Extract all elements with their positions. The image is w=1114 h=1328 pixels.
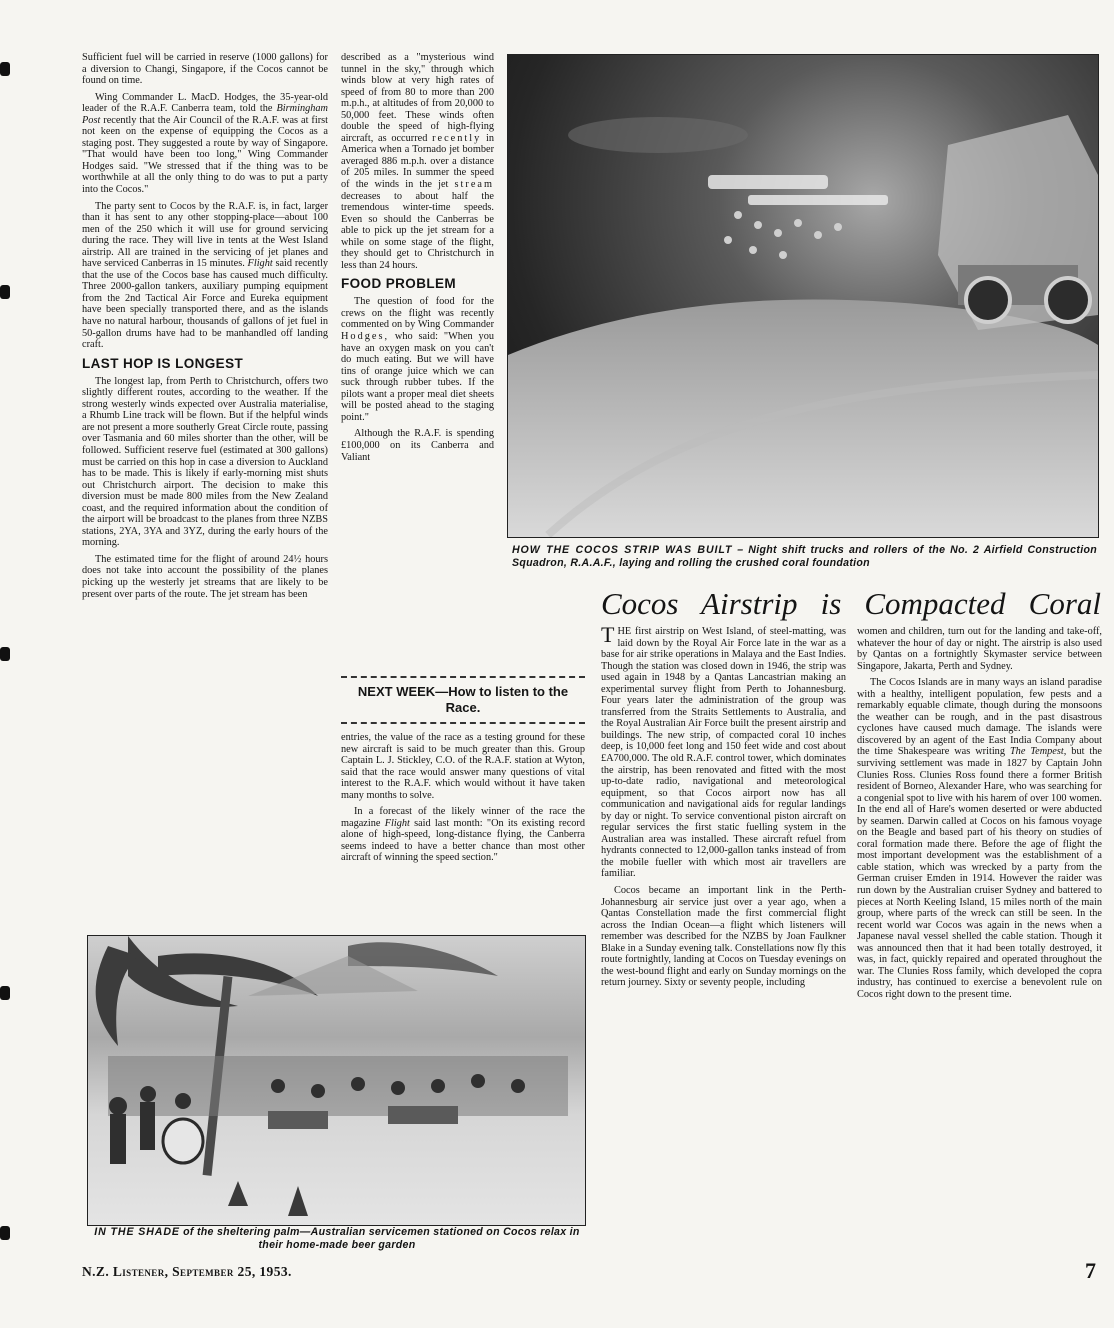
column-1 — [82, 52, 328, 605]
text-run: Hodges, — [341, 331, 390, 343]
text-run: stream — [454, 179, 494, 191]
paragraph: women and children, turn out for the landing and take-off, whatever the hour of day or night. The airstrip is also used by Qantas on a fortnightly Skymaster service between Singapore, Jakarta, Perth and Sydney. — [857, 626, 1102, 672]
binding-mark — [0, 62, 10, 76]
publication-name: Flight — [247, 258, 273, 270]
text-run: recently that the Air Council of the R.A.F. was at first not keen on the expense of equipping the Cocos as a staging post. They suggested a route by way of Singapore. "That would have been too long," Wing Commander Hodges said. "We stressed that if the thing was to be worthwhile at all the only thing to do was to put a party into the Cocos." — [82, 114, 328, 196]
paragraph — [341, 806, 585, 864]
text-run: Wing Commander L. MacD. Hodges, the 35-year-old leader of the R.A.F. Canberra team, told the — [82, 91, 328, 115]
text-run: The party sent to Cocos by the R.A.F. is, in fact, larger than it has sent to any other stopping-place—about 100 men of the 250 which it will use for ground servicing during the race. They will live in tents at the West Island airstrip. All are trained in the servicing of jet planes and have serviced Canberras in 15 minutes. — [82, 200, 328, 270]
drop-cap: T — [601, 622, 615, 647]
paragraph: The longest lap, from Perth to Christchurch, offers two slightly different routes, according to the weather. If the strong westerly winds expected over Australia materialise, a Rhumb Line track will be flown. But if the helpful winds are not present a more southerly Great Circle route, passing over Tasmania and 60 miles shorter than the other, will be followed. Sufficient reserve fuel (estimated at 300 gallons) must be carried on this hop in case a diversion to Auckland has to be made. This is likely if early-morning mist shuts out Christchurch airport. The decision to make this diversion must be made 800 miles from the New Zealand coast, and the required information about the condition of the airport will be broadcast to the planes from three NZBS stations, 2YA, 3YA and 3YZ, during the early hours of the morning. — [82, 375, 328, 549]
photo-beer-garden — [87, 935, 586, 1226]
caption-lead: HOW THE COCOS STRIP WAS BUILT — [512, 544, 733, 556]
paragraph: entries, the value of the race as a testing ground for these new aircraft is said to be much greater than this. Group Captain L. J. Stickley, C.O. of the R.A.F. station at Wyton, said that the race would answer many questions of vital interest to the R.A.F. which would without it have taken many months to solve. — [341, 732, 585, 801]
photo-caption-top — [512, 544, 1097, 569]
text-run: recently — [432, 132, 482, 144]
paragraph — [341, 296, 494, 423]
binding-mark — [0, 647, 10, 661]
book-title: The Tempest, — [1009, 746, 1067, 758]
paragraph: Although the R.A.F. is spending £100,000 on its Canberra and Valiant — [341, 428, 494, 463]
publication-name: Flight — [384, 817, 410, 829]
paragraph: The estimated time for the flight of around 24½ hours does not take into account the possibility of the planes picking up the westerly jet streams that are likely to be present over parts of the route. The jet stream has been — [82, 553, 328, 600]
publication-footer: N.Z. Listener, September 25, 1953. — [82, 1264, 292, 1279]
paragraph — [82, 201, 328, 351]
column-5 — [857, 626, 1102, 1006]
next-week-notice: NEXT WEEK—How to listen to the Race. — [341, 676, 585, 724]
text-run: The question of food for the crews on the flight was recently commented on by Wing Commander — [341, 296, 494, 331]
text-run: HE first airstrip on West Island, of steel-matting, was laid down by the Royal Air Force late in the war as a base for air strike operations in Malaya and the East Indies. Though the station was closed down in 1946, the strip was used again in 1948 by a Qantas Lancastrian making an experimental survey flight from Perth to Johannesburg. Four years later the administration of the group was transferred from the Straits Settlements to Australia, and the Royal Australian Air Force built the present airstrip and buildings. The new strip, of compacted coral 10 inches deep, is 10,000 feet long and 150 feet wide and cost about £A700,000. The old R.A.F. control tower, which dominates the airstrip, has been renovated and fitted with the most up-to-date radio, navigational and meteorological equipment, so that Cocos airport now has all communication and navigational aids for regular landings by day or night. To service conventional piston aircraft on regular services the first static fuelling system in the Australian area was installed. These aircraft refuel from hydrants connected to 12,000-gallon tanks instead of from the mobile fueller with which most air travellers are familiar. — [601, 626, 846, 880]
photo-beer-garden-image — [88, 936, 585, 1225]
column-3 — [341, 732, 585, 869]
text-run: in America when a Tornado jet bomber averaged 886 m.p.h. over a distance of 205 miles. In summer the speed of the winds in the jet — [341, 132, 494, 191]
column-4 — [601, 622, 846, 994]
text-run: described as a "mysterious wind tunnel in the sky," through which winds blow at very high rates of speed of from 80 to more than 200 m.p.h., at altitudes of from 20,000 to 50,000 feet. These winds often double the speed of high-flying aircraft, as occurred — [341, 52, 494, 144]
paragraph — [341, 52, 494, 271]
paragraph — [82, 92, 328, 196]
section-heading: FOOD PROBLEM — [341, 276, 457, 292]
paragraph: Sufficient fuel will be carried in reserve (1000 gallons) for a diversion to Changi, Singapore, if the Cocos cannot be found on time. — [82, 52, 328, 87]
binding-mark — [0, 285, 10, 299]
text-run: said recently that the use of the Cocos base has caused much difficulty. Three 2000-gallon tankers, auxiliary pumping equipment from the 2nd Tactical Air Force and Eureka equipment have been specially transported there, and as the islands have no natural harbour, thousands of gallons of jet fuel in 50-gallon drums have had to be manhandled off landing craft. — [82, 258, 328, 351]
section-heading: LAST HOP IS LONGEST — [82, 355, 244, 371]
page-number: 7 — [1085, 1258, 1096, 1283]
paragraph: Cocos became an important link in the Perth-Johannesburg air service just over a year ago, when a Qantas Constellation made the first commercial flight across the Indian Ocean—a flight which listeners will remember was described for the NZBS by Joan Faulkner Blake in a Sunday evening talk. Constellations now fly this route fortnightly, landing at Cocos on Tuesday evenings on the west-bound flight and early on Sunday mornings on the return journey. Sixty or seventy people, including — [601, 885, 846, 989]
text-run: In a forecast of the likely winner of the race the magazine — [341, 806, 585, 829]
text-run: decreases to about half the tremendous winter-time speeds. Even so should the Canberras be able to pick up the jet stream for a while on some stage of the flight, they should get to Christchurch in less than 24 hours. — [341, 190, 494, 271]
caption-lead: IN THE SHADE — [94, 1226, 180, 1238]
paragraph — [601, 622, 846, 880]
caption-text: of the sheltering palm—Australian servicemen stationed on Cocos relax in their home-made beer garden — [179, 1226, 580, 1251]
caption-text: – Night shift trucks and rollers of the No. 2 Airfield Construction Squadron, R.A.A.F., laying and rolling the crushed coral foundation — [512, 544, 1097, 569]
text-run: but the surviving settlement was made in 1827 by Captain John Clunies Ross. Clunies Ross found there a former British resident of Borneo, Alexander Hare, who was searching for a congenial spot to live with his harem of over 100 women. In the end all of Hare's women deserted or were abducted by seamen. Darwin called at Cocos on his famous voyage on the Beagle and based part of his theory on studies of coral formation made there. Before the age of flight the most important development was the establishment of a cable station, which was wrecked by a party from the German cruiser Emden in 1914. However the raider was run down by the Australian cruiser Sydney and battered to pieces at North Keeling Island, 15 miles north of the main group, where parts of the wreck can still be seen. In the recent world war Cocos was again in the news when a Japanese naval vessel shelled the cable station. Though it was announced then that it had been totally destroyed, it was, in fact, quickly repaired and operated throughout the war. The Clunies Ross family, which developed the copra industry, has continued to exercise a benevolent rule on Cocos right down to the present time. — [857, 746, 1103, 1000]
text-run: The Cocos Islands are in many ways an island paradise with a healthy, intelligent population, few pests and a remarkably equable climate, though during the monsoons the weather can be rough, and in the past disastrous cyclones have caused much damage. The islands were discovered by an agent of the East India Company about the time Shakespeare was writing — [857, 677, 1102, 758]
text-run: who said: "When you have an oxygen mask on you can't do much eating. But we will have tins of orange juice which we can suck through rubber tubes. If the pilots want a proper meal diet sheets will be posted ahead to the staging point." — [341, 331, 494, 423]
article-headline: Cocos Airstrip is Compacted Coral — [601, 586, 1101, 621]
publication-name: Birmingham Post — [82, 103, 328, 126]
photo-caption-bottom — [90, 1226, 584, 1251]
binding-mark — [0, 1226, 10, 1240]
text-run: said last month: "On its existing record alone of high-speed, long-distance flying, the Canberra seems indeed to have a better chance than most other aircraft of winning the speed section." — [341, 817, 585, 864]
paragraph — [857, 677, 1102, 1000]
photo-airstrip-construction — [507, 54, 1099, 538]
column-2 — [341, 52, 494, 468]
binding-mark — [0, 986, 10, 1000]
photo-airstrip-construction-image — [508, 55, 1098, 537]
